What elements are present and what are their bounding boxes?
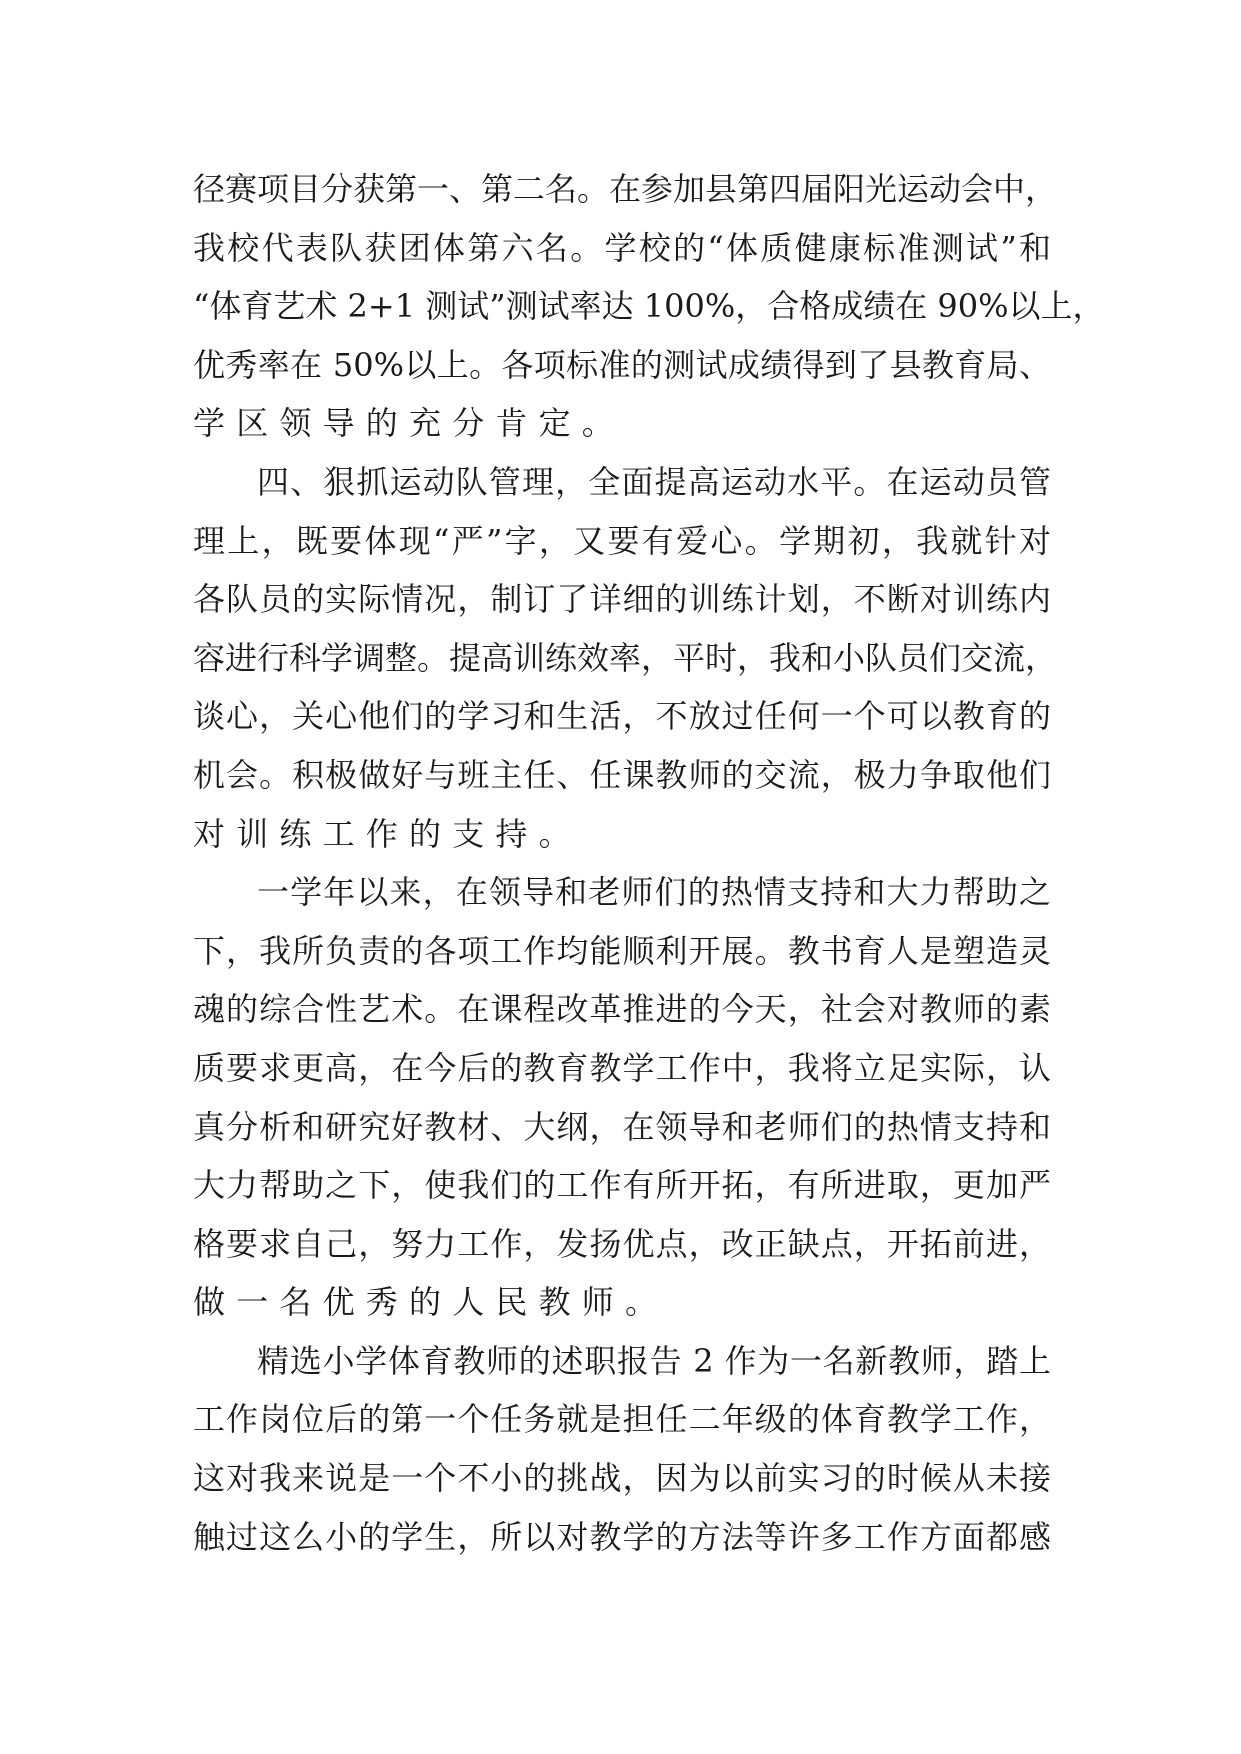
- text-line: 机会。积极做好与班主任、任课教师的交流，极力争取他们: [193, 755, 1051, 794]
- text-line: 谈心，关心他们的学习和生活，不放过任何一个可以教育的: [193, 697, 1051, 736]
- text-line: 四、狠抓运动队管理，全面提高运动水平。在运动员管: [257, 462, 1051, 501]
- text-line: 容进行科学调整。提高训练效率，平时，我和小队员们交流，: [193, 638, 1058, 677]
- text-line: 理上，既要体现“严”字，又要有爱心。学期初，我就针对: [193, 521, 1051, 560]
- text-line: 工作岗位后的第一个任务就是担任二年级的体育教学工作，: [193, 1400, 1051, 1439]
- document-body: [193, 160, 1105, 1566]
- text-line: 精选小学体育教师的述职报告 2 作为一名新教师，踏上: [257, 1341, 1051, 1380]
- text-line: 做一名优秀的人民教师。: [193, 1283, 669, 1322]
- text-line: 一学年以来，在领导和老师们的热情支持和大力帮助之: [257, 873, 1051, 912]
- text-line: 下，我所负责的各项工作均能顺利开展。教书育人是塑造灵: [193, 931, 1051, 970]
- text-line: 各队员的实际情况，制订了详细的训练计划，不断对训练内: [193, 580, 1051, 619]
- text-line: 我校代表队获团体第六名。学校的“体质健康标准测试”和: [193, 228, 1051, 267]
- text-line: 学区领导的充分肯定。: [193, 404, 626, 443]
- text-line: 径赛项目分获第一、第二名。在参加县第四届阳光运动会中，: [193, 170, 1058, 208]
- text-line: 对训练工作的支持。: [193, 814, 582, 853]
- text-line: 魂的综合性艺术。在课程改革推进的今天，社会对教师的素: [193, 990, 1051, 1029]
- text-line: 触过这么小的学生，所以对教学的方法等许多工作方面都感: [193, 1517, 1051, 1556]
- text-line: 真分析和研究好教材、大纲，在领导和老师们的热情支持和: [193, 1107, 1051, 1146]
- text-line: 优秀率在 50%以上。各项标准的测试成绩得到了县教育局、: [193, 345, 1051, 384]
- text-line: 格要求自己，努力工作，发扬优点，改正缺点，开拓前进，: [193, 1224, 1051, 1263]
- text-line: 这对我来说是一个不小的挑战，因为以前实习的时候从未接: [193, 1459, 1051, 1498]
- text-line: 大力帮助之下，使我们的工作有所开拓，有所进取，更加严: [193, 1166, 1051, 1205]
- text-line: 质要求更高，在今后的教育教学工作中，我将立足实际，认: [193, 1048, 1051, 1087]
- text-line: “体育艺术 2+1 测试”测试率达 100%，合格成绩在 90%以上，: [193, 287, 1105, 326]
